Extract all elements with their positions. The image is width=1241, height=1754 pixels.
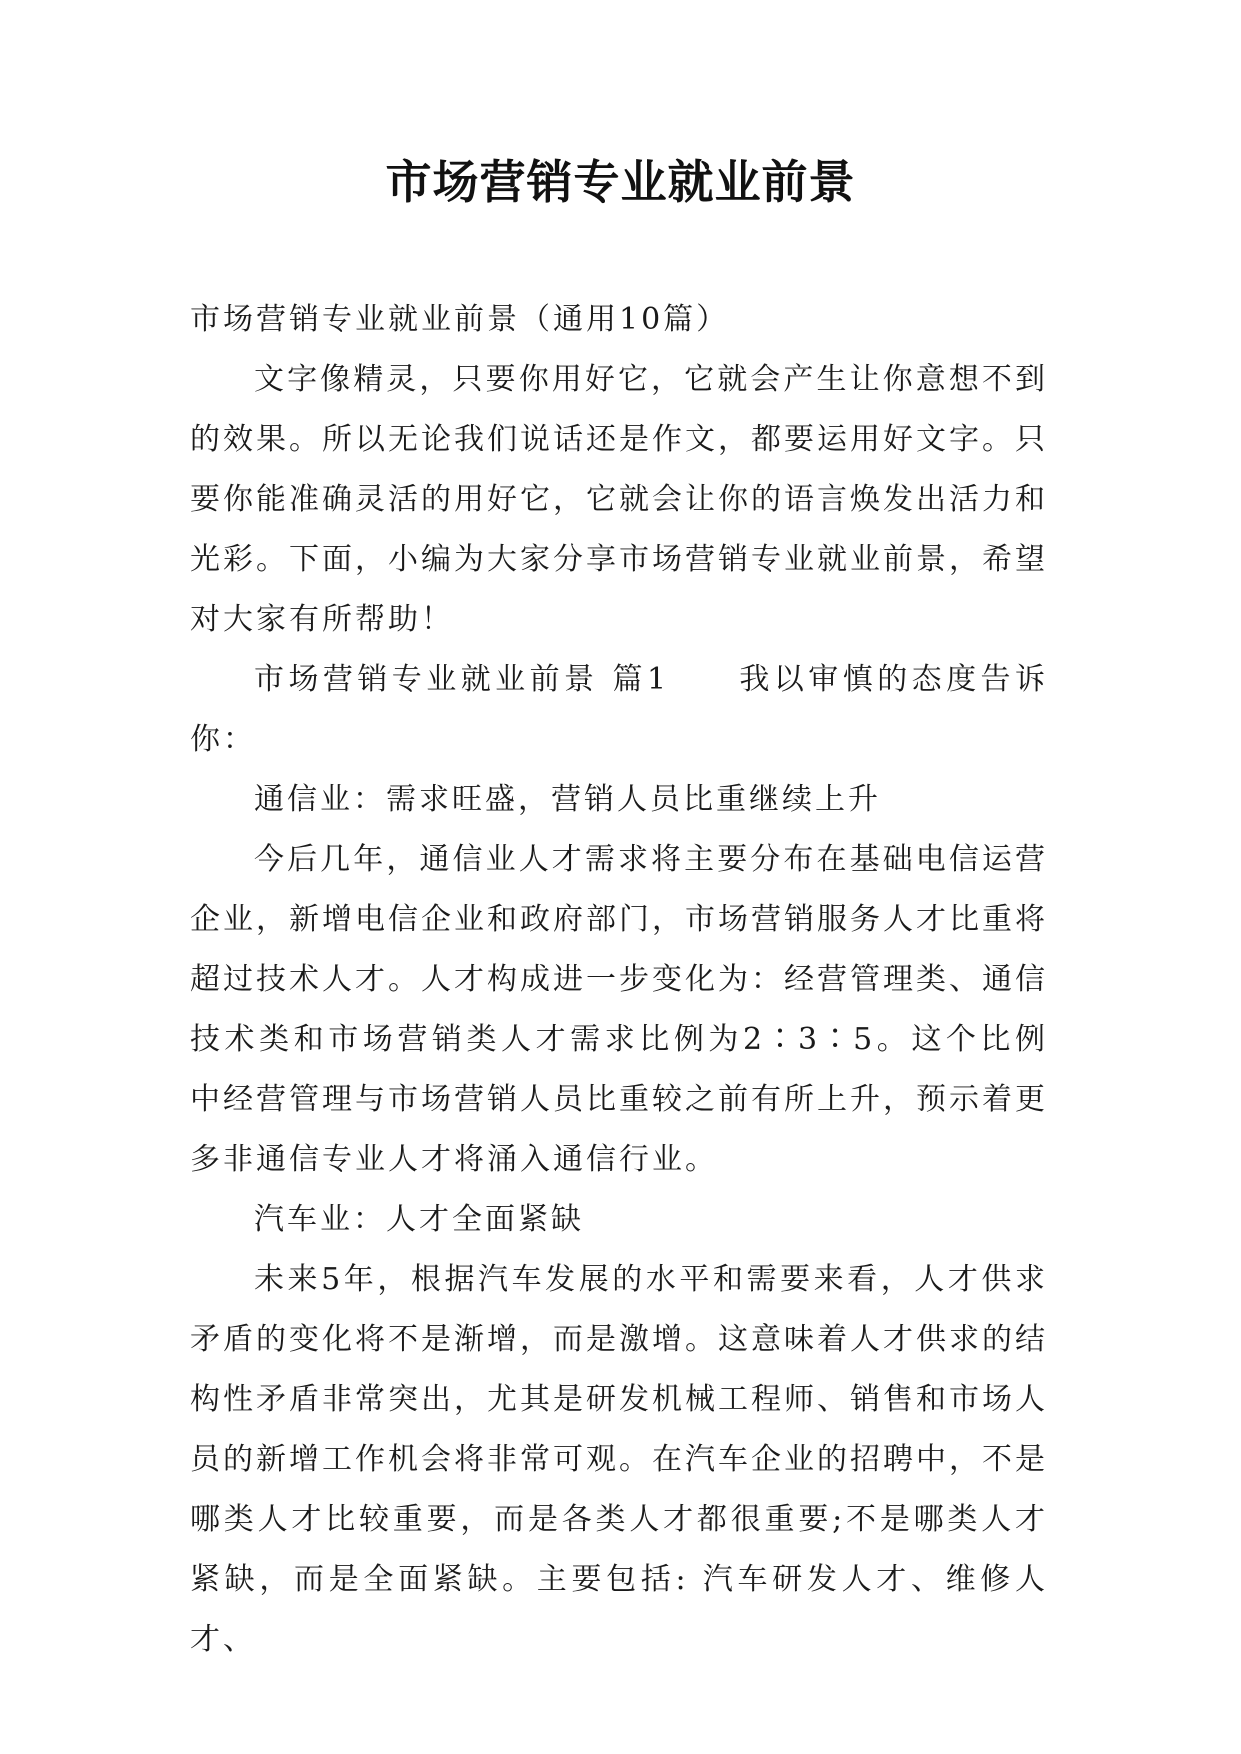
- document-subtitle: 市场营销专业就业前景（通用10篇）: [190, 302, 730, 337]
- paragraph-telecom-heading: 通信业：需求旺盛，营销人员比重继续上升: [254, 782, 881, 817]
- document-title: 市场营销专业就业前景: [385, 155, 856, 209]
- paragraph-auto-heading: 汽车业：人才全面紧缺: [254, 1202, 584, 1237]
- paragraph-auto-body: 未来5年，根据汽车发展的水平和需要来看，人才供求矛盾的变化将不是渐增，而是激增。这意味着人才供求的结构性矛盾非常突出，尤其是研发机械工程师、销售和市场人员的新增工作机会将非常可观。在汽车企业的招聘中，不是哪类人才比较重要，而是各类人才都很重要;不是哪类人才紧缺，而是全面紧缺。主要包括: 汽车研发人才、维修人才、: [190, 1262, 1048, 1657]
- paragraph-intro: 文字像精灵，只要你用好它，它就会产生让你意想不到的效果。所以无论我们说话还是作文，都要运用好文字。只要你能准确灵活的用好它，它就会让你的语言焕发出活力和光彩。下面，小编为大家分享市场营销专业就业前景，希望对大家有所帮助！: [190, 362, 1048, 637]
- paragraph-telecom-body: 今后几年，通信业人才需求将主要分布在基础电信运营企业，新增电信企业和政府部门，市场营销服务人才比重将超过技术人才。人才构成进一步变化为：经营管理类、通信技术类和市场营销类人才需求比例为2∶3∶5。这个比例中经营管理与市场营销人员比重较之前有所上升，预示着更多非通信专业人才将涌入通信行业。: [190, 842, 1048, 1177]
- paragraph-section-heading: 市场营销专业就业前景 篇1 我以审慎的态度告诉你：: [190, 662, 1048, 757]
- document-body: [190, 290, 1048, 1670]
